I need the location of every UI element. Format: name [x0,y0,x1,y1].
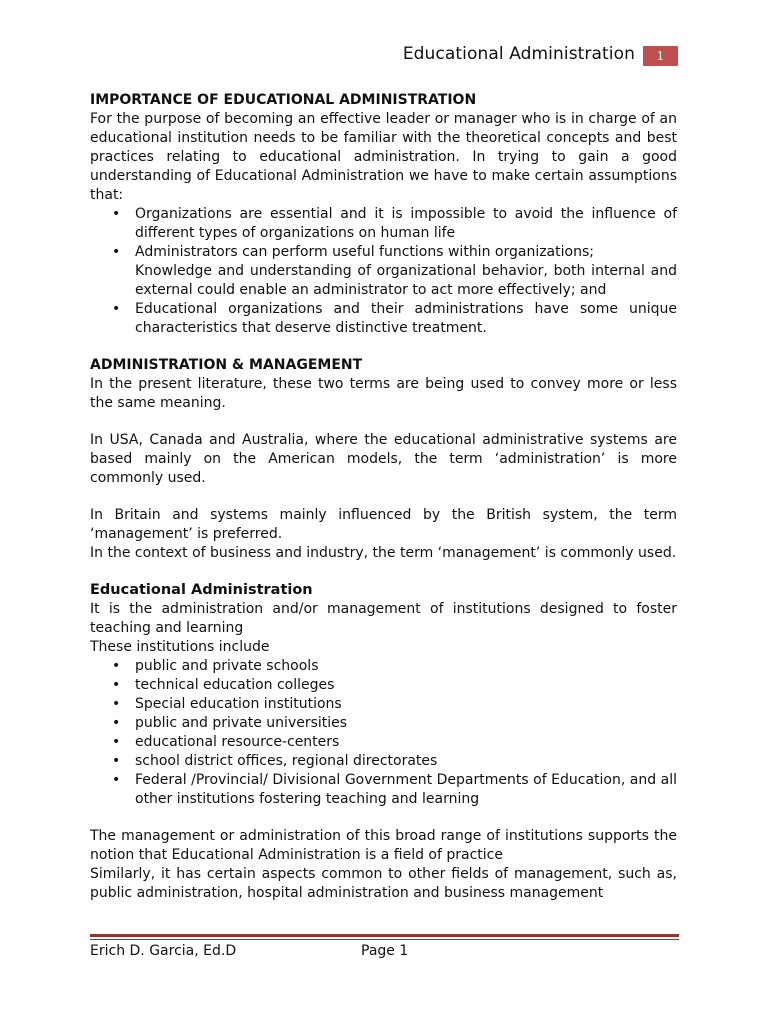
footer-author: Erich D. Garcia, Ed.D [90,943,237,959]
list-item-text: Educational organizations and their administrations have some unique characteristics that deserve distinctive treatment. [135,301,677,336]
bullet-icon: • [112,734,121,750]
footer-page-number: Page 1 [361,943,409,959]
page-number-badge: 1 [643,46,678,66]
list-item-text: Federal /Provincial/ Divisional Government Departments of Education, and all other institutions fostering teaching and learning [135,772,677,807]
paragraph: Similarly, it has certain aspects common to other fields of management, such as, public administration, hospital administration and business management [90,866,677,901]
list-item-text: educational resource-centers [135,734,340,750]
paragraph: It is the administration and/or management of institutions designed to foster teaching and learning [90,601,677,636]
bullet-icon: • [112,301,121,317]
list-continuation: Knowledge and understanding of organizational behavior, both internal and external could enable an administrator to act more effectively; and [135,263,677,298]
list-item [90,676,677,695]
document-body [90,91,677,903]
paragraph: In Britain and systems mainly influenced by the British system, the term ‘management’ is preferred. [90,507,677,542]
list-item [90,205,677,243]
section-heading-importance: IMPORTANCE OF EDUCATIONAL ADMINISTRATION [90,92,477,108]
header-title: Educational Administration [402,44,635,64]
bullet-icon: • [112,696,121,712]
bullet-icon: • [112,677,121,693]
bullet-icon: • [112,206,121,222]
assumptions-list-cont [90,300,677,338]
list-item-text: Administrators can perform useful functions within organizations; [135,244,594,260]
section-heading-admin-management: ADMINISTRATION & MANAGEMENT [90,357,363,373]
list-item-text: technical education colleges [135,677,335,693]
list-item-text: Organizations are essential and it is impossible to avoid the influence of different types of organizations on human life [135,206,677,241]
bullet-icon: • [112,715,121,731]
list-item [90,657,677,676]
assumptions-list [90,205,677,262]
paragraph: The management or administration of this broad range of institutions supports the notion that Educational Administration is a field of practice [90,828,677,863]
list-item-text: public and private schools [135,658,319,674]
bullet-icon: • [112,244,121,260]
list-item [90,733,677,752]
paragraph: In USA, Canada and Australia, where the educational administrative systems are based mainly on the American models, the term ‘administration’ is more commonly used. [90,432,677,486]
list-item [90,752,677,771]
bullet-icon: • [112,658,121,674]
list-item-text: school district offices, regional directorates [135,753,438,769]
list-item [90,300,677,338]
list-item [90,695,677,714]
list-item [90,714,677,733]
list-item-text: Special education institutions [135,696,342,712]
institutions-list [90,657,677,809]
paragraph: For the purpose of becoming an effective leader or manager who is in charge of an educational institution needs to be familiar with the theoretical concepts and best practices relating to educational administration. In trying to gain a good understanding of Educational Administration we have to make certain assumptions that: [90,111,677,203]
footer-rule-thin [90,939,679,940]
bullet-icon: • [112,772,121,788]
section-heading-educational-administration: Educational Administration [90,582,313,598]
list-item-text: public and private universities [135,715,348,731]
bullet-icon: • [112,753,121,769]
paragraph: These institutions include [90,639,270,655]
paragraph: In the present literature, these two terms are being used to convey more or less the same meaning. [90,376,677,411]
footer-rule [90,934,679,937]
paragraph: In the context of business and industry, the term ‘management’ is commonly used. [90,545,677,561]
list-item [90,771,677,809]
list-item [90,243,677,262]
